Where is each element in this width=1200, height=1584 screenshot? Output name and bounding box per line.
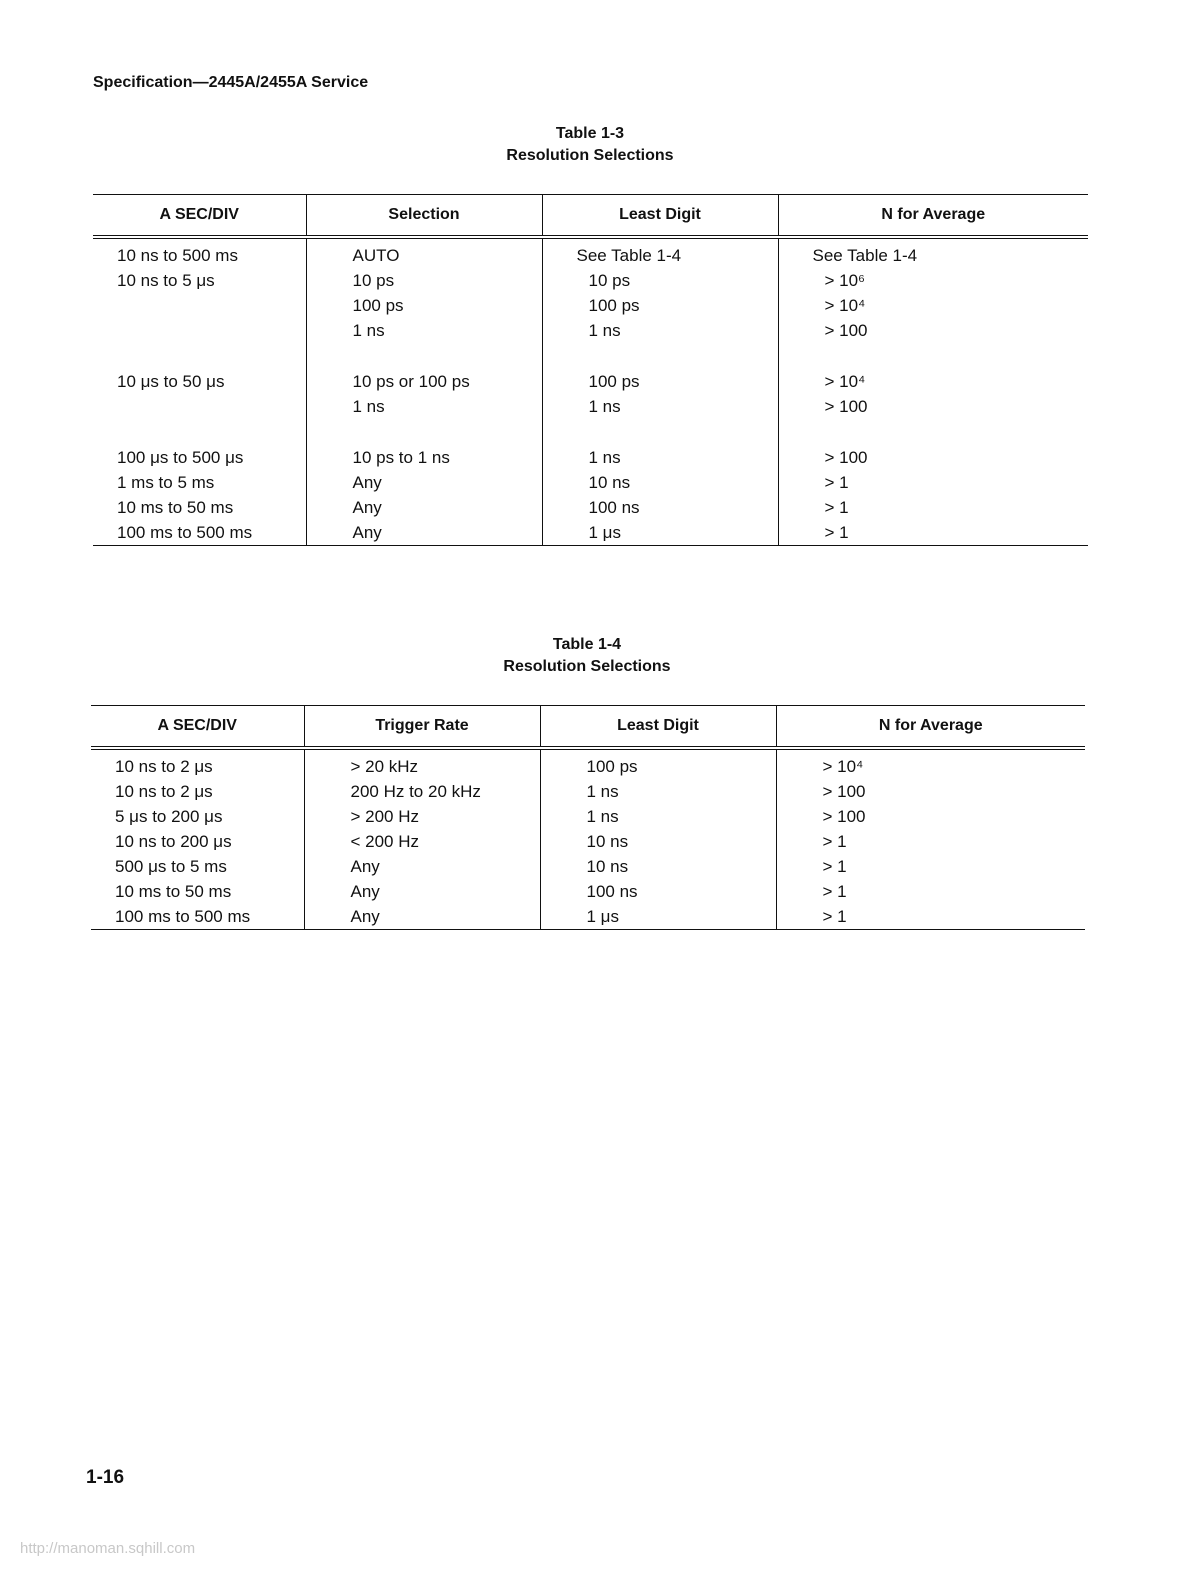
table-cell: > 100 <box>776 804 1085 829</box>
table-cell: 10 μs to 50 μs <box>117 372 225 391</box>
table-cell: 10 ns to 500 ms <box>117 246 238 265</box>
table-cell: See Table 1-4 <box>542 237 778 268</box>
table-row <box>93 293 1088 318</box>
table-row <box>93 369 1088 394</box>
table-1-3-title: Resolution Selections <box>506 147 674 164</box>
page-header: Specification—2445A/2455A Service <box>93 74 369 91</box>
table-cell: 1 ns <box>542 318 778 343</box>
table-header-row <box>91 706 1085 749</box>
table-cell: 1 μs <box>542 520 778 546</box>
table-cell: > 200 Hz <box>304 804 540 829</box>
table-cell: 10 ns <box>540 829 776 854</box>
table-cell: 10 ns to 200 μs <box>115 832 232 851</box>
column-header: A SEC/DIV <box>157 717 237 734</box>
table-row <box>91 748 1085 779</box>
table-cell: > 100 <box>778 318 1088 343</box>
table-cell: 10 ms to 50 ms <box>115 882 232 901</box>
table-1-3 <box>93 194 1088 546</box>
table-cell: 1 ns <box>540 804 776 829</box>
table-cell: 10 ns to 2 μs <box>115 782 213 801</box>
table-cell: > 100 <box>778 394 1088 419</box>
table-cell: 10 ps <box>306 268 542 293</box>
table-cell: 100 ps <box>540 748 776 779</box>
column-header: Selection <box>306 195 542 238</box>
table-cell: 500 μs to 5 ms <box>115 857 227 876</box>
table-row <box>93 470 1088 495</box>
table-1-3-number: Table 1-3 <box>555 125 625 142</box>
table-row <box>91 904 1085 930</box>
table-cell: 10 ns to 5 μs <box>117 271 215 290</box>
table-cell: > 1 <box>778 470 1088 495</box>
table-cell: 10 ps <box>542 268 778 293</box>
table-row <box>91 879 1085 904</box>
table-cell: > 10⁴ <box>776 748 1085 779</box>
spacer-row <box>93 419 1088 445</box>
table-cell: 10 ns <box>540 854 776 879</box>
column-header: Least Digit <box>540 706 776 749</box>
table-cell: 100 ms to 500 ms <box>115 907 251 926</box>
table-cell: > 1 <box>778 495 1088 520</box>
table-cell: See Table 1-4 <box>778 237 1088 268</box>
table-cell: 10 ns <box>542 470 778 495</box>
table-cell: 1 ms to 5 ms <box>117 473 215 492</box>
table-cell: Any <box>306 495 542 520</box>
table-cell: 1 ns <box>306 394 542 419</box>
table-1-4 <box>91 705 1085 930</box>
table-cell: 200 Hz to 20 kHz <box>304 779 540 804</box>
spacer-row <box>93 343 1088 369</box>
table-cell: Any <box>304 904 540 930</box>
table-cell: Any <box>304 879 540 904</box>
page-number: 1-16 <box>86 1467 125 1488</box>
table-row <box>91 804 1085 829</box>
table-cell: 1 ns <box>540 779 776 804</box>
table-cell: 1 ns <box>542 394 778 419</box>
table-row <box>91 854 1085 879</box>
table-header-row <box>93 195 1088 238</box>
table-cell: 10 ps to 1 ns <box>306 445 542 470</box>
column-header: A SEC/DIV <box>159 206 239 223</box>
table-1-3-caption <box>440 123 740 167</box>
table-cell: 1 ns <box>542 445 778 470</box>
table-cell: Any <box>304 854 540 879</box>
table-cell <box>93 318 306 343</box>
table-row <box>91 829 1085 854</box>
table-cell: > 100 <box>776 779 1085 804</box>
table-cell: AUTO <box>306 237 542 268</box>
table-cell: > 1 <box>776 829 1085 854</box>
table-cell: > 1 <box>776 879 1085 904</box>
column-header: N for Average <box>778 195 1088 238</box>
table-cell: > 10⁴ <box>778 369 1088 394</box>
table-cell: 1 ns <box>306 318 542 343</box>
table-cell: 100 ns <box>542 495 778 520</box>
table-cell: Any <box>306 470 542 495</box>
table-cell: 10 ps or 100 ps <box>306 369 542 394</box>
table-cell: 100 μs to 500 μs <box>117 448 244 467</box>
table-row <box>93 318 1088 343</box>
table-cell: 5 μs to 200 μs <box>115 807 223 826</box>
table-cell: 100 ps <box>542 293 778 318</box>
table-cell: > 10⁶ <box>778 268 1088 293</box>
table-cell <box>93 293 306 318</box>
table-cell: > 1 <box>776 854 1085 879</box>
table-cell: 10 ns to 2 μs <box>115 757 213 776</box>
table-cell: > 1 <box>778 520 1088 546</box>
table-row <box>93 268 1088 293</box>
table-row <box>93 495 1088 520</box>
column-header: Trigger Rate <box>304 706 540 749</box>
table-row <box>93 237 1088 268</box>
table-cell: 1 μs <box>540 904 776 930</box>
watermark-url: http://manoman.sqhill.com <box>20 1540 196 1557</box>
table-row <box>93 520 1088 546</box>
table-1-4-caption <box>437 634 737 678</box>
table-cell: 10 ms to 50 ms <box>117 498 234 517</box>
table-cell: 100 ps <box>306 293 542 318</box>
table-cell: 100 ps <box>542 369 778 394</box>
column-header: N for Average <box>776 706 1085 749</box>
table-1-4-title: Resolution Selections <box>503 658 671 675</box>
table-row <box>93 445 1088 470</box>
table-cell: > 10⁴ <box>778 293 1088 318</box>
column-header: Least Digit <box>542 195 778 238</box>
table-row <box>93 394 1088 419</box>
table-1-4-number: Table 1-4 <box>552 636 622 653</box>
table-cell: 100 ns <box>540 879 776 904</box>
table-cell: > 100 <box>778 445 1088 470</box>
table-cell: > 20 kHz <box>304 748 540 779</box>
table-cell: 100 ms to 500 ms <box>117 523 253 542</box>
table-cell: > 1 <box>776 904 1085 930</box>
table-cell: < 200 Hz <box>304 829 540 854</box>
table-cell: Any <box>306 520 542 546</box>
table-cell <box>93 394 306 419</box>
table-row <box>91 779 1085 804</box>
